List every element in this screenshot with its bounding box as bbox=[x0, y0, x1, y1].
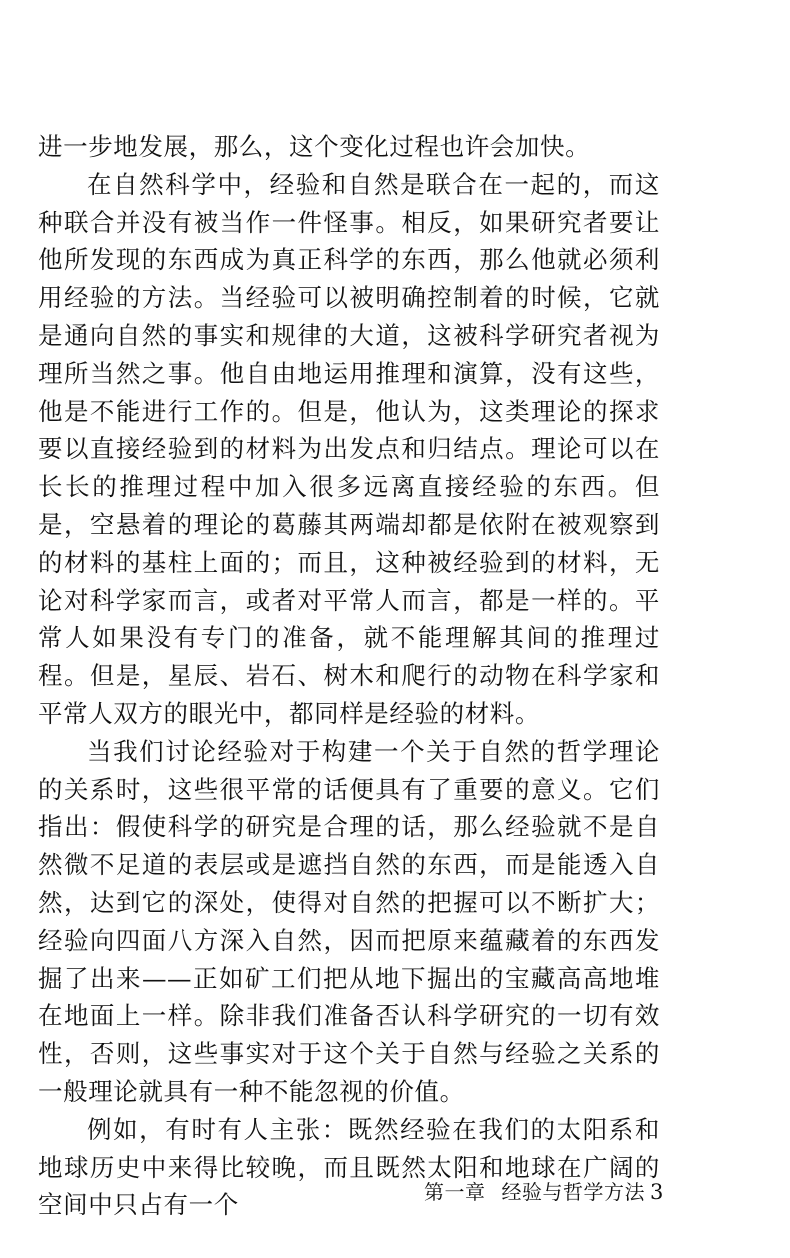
paragraph: 在自然科学中，经验和自然是联合在一起的，而这种联合并没有被当作一件怪事。相反，如果研究者要让他所发现的东西成为真正科学的东西，那么他就必须利用经验的方法。当经验可以被明确控制着的时候，它就是通向自然的事实和规律的大道，这被科学研究者视为理所当然之事。他自由地运用推理和演算，没有这些，他是不能进行工作的。但是，他认为，这类理论的探求要以直接经验到的材料为出发点和归结点。理论可以在长长的推理过程中加入很多远离直接经验的东西。但是，空悬着的理论的葛藤其两端却都是依附在被观察到的材料的基柱上面的；而且，这种被经验到的材料，无论对科学家而言，或者对平常人而言，都是一样的。平常人如果没有专门的准备，就不能理解其间的推理过程。但是，星辰、岩石、树木和爬行的动物在科学家和平常人双方的眼光中，都同样是经验的材料。 bbox=[38, 169, 660, 728]
paragraph: 例如，有时有人主张：既然经验在我们的太阳系和地球历史中来得比较晚，而且既然太阳和地球在广阔的空间中只占有一个 bbox=[38, 1114, 660, 1220]
footer-chapter: 第一章 bbox=[424, 1180, 486, 1204]
running-footer bbox=[424, 1179, 645, 1205]
paragraph: 当我们讨论经验对于构建一个关于自然的哲学理论的关系时，这些很平常的话便具有了重要的意义。它们指出：假使科学的研究是合理的话，那么经验就不是自然微不足道的表层或是遮挡自然的东西，而是能透入自然，达到它的深处，使得对自然的把握可以不断扩大；经验向四面八方深入自然，因而把原来蕴藏着的东西发掘了出来——正如矿工们把从地下掘出的宝藏高高地堆在地面上一样。除非我们准备否认科学研究的一切有效性，否则，这些事实对于这个关于自然与经验之关系的一般理论就具有一种不能忽视的价值。 bbox=[38, 736, 660, 1106]
paragraph-continued: 进一步地发展，那么，这个变化过程也许会加快。 bbox=[38, 132, 591, 161]
footer-title: 经验与哲学方法 bbox=[501, 1180, 645, 1204]
body-text bbox=[38, 128, 660, 1224]
page-number: 3 bbox=[650, 1180, 664, 1204]
